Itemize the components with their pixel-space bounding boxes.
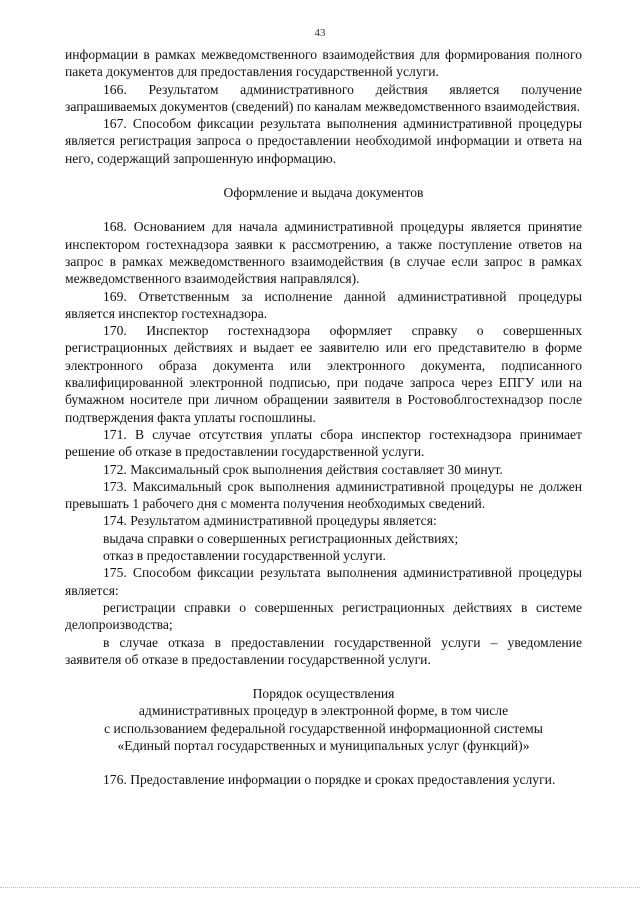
paragraph-169: 169. Ответственным за исполнение данной административной процедуры является инспектор гостехнадзора. — [65, 288, 582, 321]
heading-line: Порядок осуществления — [252, 686, 395, 702]
scan-edge-divider — [0, 887, 640, 888]
paragraph-175: 175. Способом фиксации результата выполнения административной процедуры является: — [65, 565, 582, 598]
list-item-result-1: выдача справки о совершенных регистрационных действиях; — [103, 530, 459, 546]
paragraph-173: 173. Максимальный срок выполнения административной процедуры не должен превышать 1 рабочего дня с момента получения необходимых сведений. — [65, 478, 582, 512]
paragraph-172: 172. Максимальный срок выполнения действия составляет 30 минут. — [103, 461, 503, 477]
heading-line: административных процедур в электронной форме, в том числе — [138, 703, 509, 719]
page-number: 43 — [314, 27, 326, 39]
paragraph-168: 168. Основанием для начала административной процедуры является принятие инспектором гостехнадзора заявки к рассмотрению, а также поступление ответов на запрос в рамках межведомственного взаимодействия (в случае если запрос в рамках межведомственного взаимодействия направлялся). — [65, 219, 582, 287]
paragraph-171: 171. В случае отсутствия уплаты сбора инспектор гостехнадзора принимает решение об отказе в предоставлении государственной услуги. — [65, 426, 582, 460]
heading-line: «Единый портал государственных и муниципальных услуг (функций)» — [117, 737, 530, 753]
section-heading-electronic — [65, 685, 582, 754]
paragraph-167: 167. Способом фиксации результата выполнения административной процедуры является регистрация запроса о предоставлении необходимой информации и ответа на него, содержащий запрошенную информацию. — [65, 116, 582, 166]
section-heading-issuance: Оформление и выдача документов — [223, 185, 424, 201]
heading-line: с использованием федеральной государственной информационной системы — [104, 720, 543, 736]
list-item-result-2: отказ в предоставлении государственной услуги. — [103, 548, 386, 564]
paragraph-176: 176. Предоставление информации о порядке и сроках предоставления услуги. — [103, 772, 556, 788]
document-body — [65, 46, 582, 789]
paragraph-continuation: информации в рамках межведомственного взаимодействия для формирования полного пакета документов для предоставления государственной услуги. — [65, 47, 582, 80]
paragraph-174: 174. Результатом административной процедуры является: — [103, 513, 437, 529]
paragraph-170: 170. Инспектор гостехнадзора оформляет справку о совершенных регистрационных действиях и выдает ее заявителю или его представителю в форме электронного образа документа или электронного документа, подписанного квалифицированной электронной подписью, при подаче запроса через ЕПГУ или на бумажном носителе при личном обращении заявителя в Ростовоблгостехнадзор после подтверждения факта уплаты госпошлины. — [65, 323, 582, 425]
paragraph-166: 166. Результатом административного действия является получение запрашиваемых документов (сведений) по каналам межведомственного взаимодействия. — [65, 81, 582, 114]
list-item-fixation-2: в случае отказа в предоставлении государственной услуги – уведомление заявителя об отказе в предоставлении государственной услуги. — [65, 634, 582, 667]
list-item-fixation-1: регистрации справки о совершенных регистрационных действиях в системе делопроизводства; — [65, 599, 582, 633]
